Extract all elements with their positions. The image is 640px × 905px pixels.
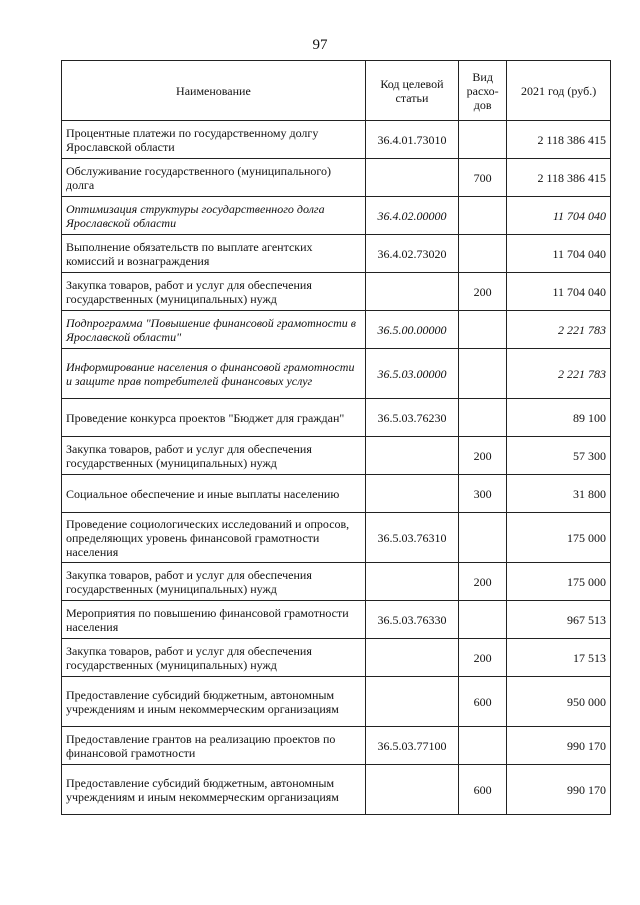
cell-amount: 990 170 — [507, 765, 611, 815]
table-row — [62, 437, 611, 475]
header-code: Код целевой статьи — [365, 61, 458, 121]
cell-amount: 11 704 040 — [507, 273, 611, 311]
cell-code: 36.5.03.76310 — [365, 513, 458, 563]
table-row — [62, 677, 611, 727]
cell-amount: 31 800 — [507, 475, 611, 513]
cell-name: Процентные платежи по государственному долгу Ярославской области — [62, 121, 366, 159]
cell-code — [365, 437, 458, 475]
table-row — [62, 349, 611, 399]
cell-amount: 967 513 — [507, 601, 611, 639]
cell-amount: 175 000 — [507, 563, 611, 601]
table-body — [62, 121, 611, 815]
table-row — [62, 563, 611, 601]
cell-type — [459, 349, 507, 399]
cell-name: Мероприятия по повышению финансовой грамотности населения — [62, 601, 366, 639]
cell-code — [365, 563, 458, 601]
table-header-row — [62, 61, 611, 121]
table-row — [62, 273, 611, 311]
header-name: Наименование — [62, 61, 366, 121]
cell-name: Выполнение обязательств по выплате агентских комиссий и вознаграждения — [62, 235, 366, 273]
cell-type: 300 — [459, 475, 507, 513]
cell-amount: 990 170 — [507, 727, 611, 765]
cell-code — [365, 273, 458, 311]
cell-code: 36.5.03.76230 — [365, 399, 458, 437]
cell-code: 36.5.03.77100 — [365, 727, 458, 765]
cell-amount: 2 118 386 415 — [507, 121, 611, 159]
cell-name: Закупка товаров, работ и услуг для обеспечения государственных (муниципальных) нужд — [62, 437, 366, 475]
table-row — [62, 765, 611, 815]
cell-name: Информирование населения о финансовой грамотности и защите прав потребителей финансовых услуг — [62, 349, 366, 399]
cell-type: 600 — [459, 677, 507, 727]
cell-name: Социальное обеспечение и иные выплаты населению — [62, 475, 366, 513]
table-row — [62, 727, 611, 765]
cell-name: Подпрограмма "Повышение финансовой грамотности в Ярославской области" — [62, 311, 366, 349]
table-row — [62, 311, 611, 349]
table-row — [62, 639, 611, 677]
cell-type — [459, 311, 507, 349]
cell-amount: 17 513 — [507, 639, 611, 677]
header-amount: 2021 год (руб.) — [507, 61, 611, 121]
cell-name: Закупка товаров, работ и услуг для обеспечения государственных (муниципальных) нужд — [62, 639, 366, 677]
table-row — [62, 121, 611, 159]
table-row — [62, 399, 611, 437]
cell-type — [459, 197, 507, 235]
cell-amount: 950 000 — [507, 677, 611, 727]
table-row — [62, 235, 611, 273]
cell-amount: 2 221 783 — [507, 349, 611, 399]
cell-code: 36.4.02.73020 — [365, 235, 458, 273]
cell-type — [459, 513, 507, 563]
cell-amount: 11 704 040 — [507, 235, 611, 273]
cell-type: 200 — [459, 273, 507, 311]
cell-code — [365, 639, 458, 677]
cell-name: Обслуживание государственного (муниципального) долга — [62, 159, 366, 197]
cell-amount: 175 000 — [507, 513, 611, 563]
cell-name: Предоставление субсидий бюджетным, автономным учреждениям и иным некоммерческим организациям — [62, 677, 366, 727]
cell-code: 36.5.03.76330 — [365, 601, 458, 639]
cell-type: 200 — [459, 437, 507, 475]
cell-code — [365, 765, 458, 815]
cell-code: 36.4.02.00000 — [365, 197, 458, 235]
table-row — [62, 475, 611, 513]
cell-amount: 57 300 — [507, 437, 611, 475]
cell-amount: 2 118 386 415 — [507, 159, 611, 197]
cell-type: 600 — [459, 765, 507, 815]
cell-name: Предоставление субсидий бюджетным, автономным учреждениям и иным некоммерческим организациям — [62, 765, 366, 815]
cell-name: Закупка товаров, работ и услуг для обеспечения государственных (муниципальных) нужд — [62, 273, 366, 311]
cell-name: Оптимизация структуры государственного долга Ярославской области — [62, 197, 366, 235]
cell-amount: 11 704 040 — [507, 197, 611, 235]
cell-code: 36.5.00.00000 — [365, 311, 458, 349]
cell-code — [365, 677, 458, 727]
cell-type — [459, 235, 507, 273]
cell-code: 36.4.01.73010 — [365, 121, 458, 159]
table-row — [62, 159, 611, 197]
cell-type — [459, 727, 507, 765]
cell-name: Закупка товаров, работ и услуг для обеспечения государственных (муниципальных) нужд — [62, 563, 366, 601]
cell-type — [459, 121, 507, 159]
cell-name: Проведение конкурса проектов "Бюджет для граждан" — [62, 399, 366, 437]
header-type: Вид расхо-дов — [459, 61, 507, 121]
cell-code — [365, 159, 458, 197]
cell-amount: 2 221 783 — [507, 311, 611, 349]
cell-type — [459, 601, 507, 639]
cell-code: 36.5.03.00000 — [365, 349, 458, 399]
cell-type: 200 — [459, 639, 507, 677]
table-row — [62, 513, 611, 563]
cell-name: Проведение социологических исследований и опросов, определяющих уровень финансовой грамотности населения — [62, 513, 366, 563]
cell-type: 200 — [459, 563, 507, 601]
cell-type: 700 — [459, 159, 507, 197]
page-number: 97 — [312, 37, 328, 53]
cell-type — [459, 399, 507, 437]
cell-name: Предоставление грантов на реализацию проектов по финансовой грамотности — [62, 727, 366, 765]
cell-code — [365, 475, 458, 513]
table-row — [62, 197, 611, 235]
budget-table — [61, 60, 611, 815]
table-row — [62, 601, 611, 639]
cell-amount: 89 100 — [507, 399, 611, 437]
